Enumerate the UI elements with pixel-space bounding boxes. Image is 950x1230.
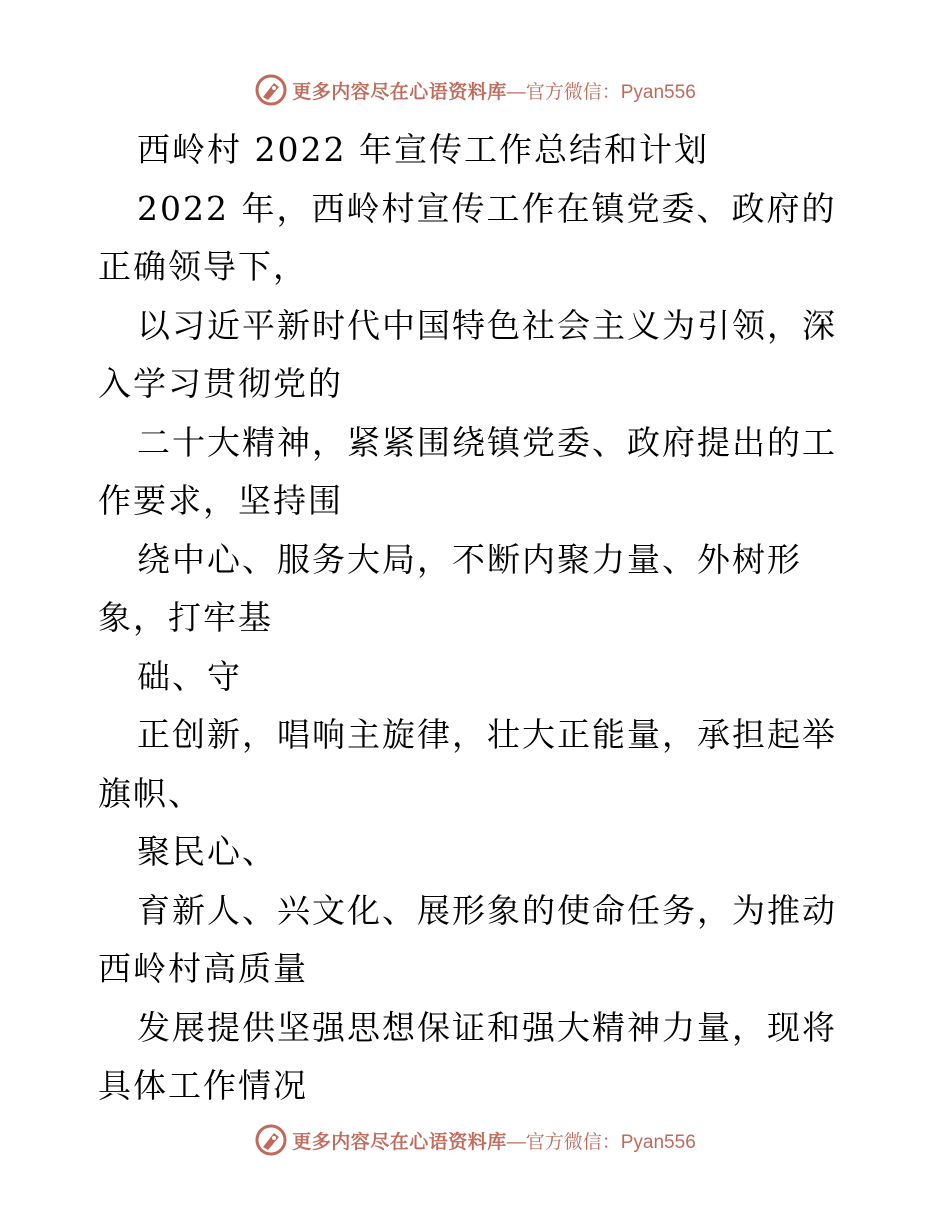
paragraph: 础、守 [137,656,242,696]
paragraph: 二十大精神，紧紧围绕镇党委、政府提出的工作要求，坚持围 [98,422,837,520]
paragraph: 育新人、兴文化、展形象的使命任务，为推动西岭村高质量 [98,890,837,988]
paragraph: 发展提供坚强思想保证和强大精神力量，现将具体工作情况 [98,1007,837,1105]
footer-banner [0,1120,950,1160]
banner-text: 更多内容尽在心语资料库 [292,1130,507,1153]
paragraph: 以习近平新时代中国特色社会主义为引领，深入学习贯彻党的 [98,305,837,403]
pen-nib-logo-icon [254,73,288,107]
document-title: 西岭村 2022 年宣传工作总结和计划 [137,130,709,169]
banner-contact: —官方微信：Pyan556 [506,1131,696,1153]
document-body [98,121,858,1116]
pen-nib-logo-icon [254,1123,288,1157]
paragraph: 聚民心、 [137,832,277,871]
paragraph: 绕中心、服务大局，不断内聚力量、外树形象，打牢基 [98,539,802,637]
banner-contact: —官方微信：Pyan556 [506,81,696,103]
header-banner [0,70,950,110]
paragraph: 2022 年，西岭村宣传工作在镇党委、政府的正确领导下， [98,188,837,286]
banner-text: 更多内容尽在心语资料库 [292,80,507,103]
paragraph: 正创新，唱响主旋律，壮大正能量，承担起举旗帜、 [98,715,837,813]
